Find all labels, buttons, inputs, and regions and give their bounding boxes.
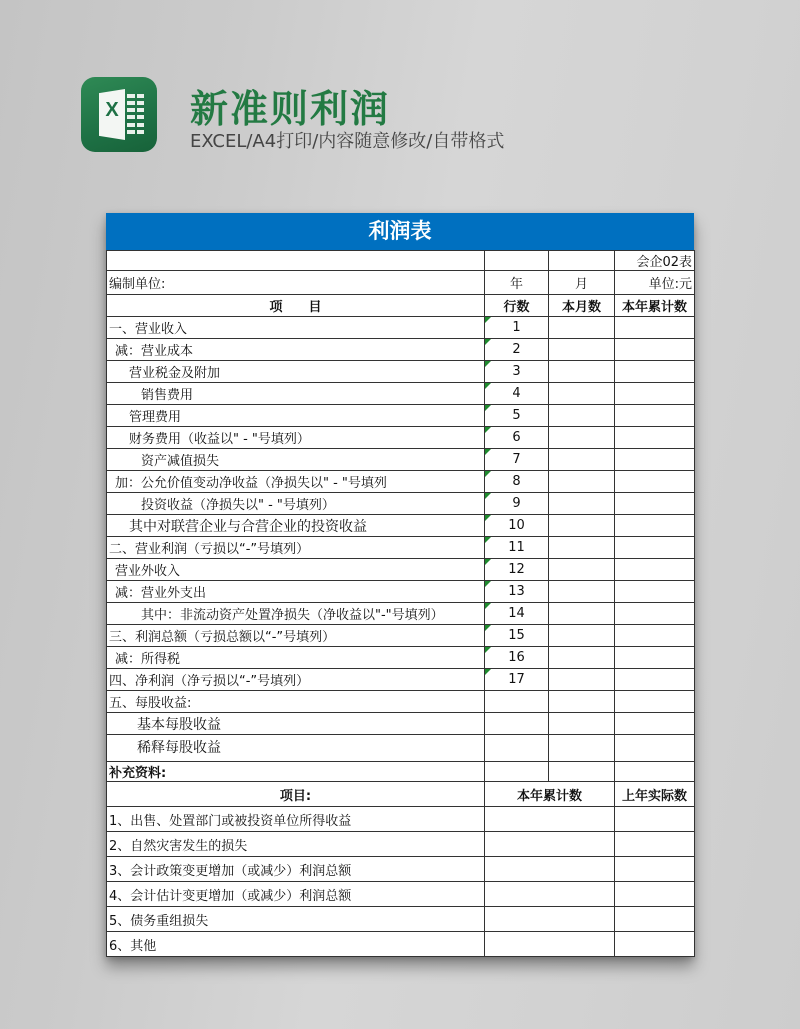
- row-this-month[interactable]: [549, 559, 615, 581]
- row-ytd[interactable]: [615, 449, 695, 471]
- row-this-month[interactable]: [549, 669, 615, 691]
- header-item[interactable]: 项 目: [107, 295, 485, 317]
- eps-basic[interactable]: 基本每股收益: [107, 713, 485, 735]
- row-line-number[interactable]: 9: [485, 493, 549, 515]
- table-row: [107, 317, 695, 339]
- row-line-number[interactable]: 8: [485, 471, 549, 493]
- row-label[interactable]: 其中对联营企业与合营企业的投资收益: [107, 515, 485, 537]
- cell-blank[interactable]: [549, 251, 615, 271]
- supplement-row: [107, 907, 695, 932]
- supplement-row-label[interactable]: 5、债务重组损失: [107, 907, 485, 932]
- cell-blank[interactable]: [615, 713, 695, 735]
- supplement-header-ytd[interactable]: 本年累计数: [485, 782, 615, 807]
- table-row: [107, 383, 695, 405]
- row-label[interactable]: 资产减值损失: [107, 449, 485, 471]
- brand-title: 新准则利润: [190, 87, 391, 131]
- supplement-row: [107, 932, 695, 957]
- row-ytd[interactable]: [615, 581, 695, 603]
- row-this-month[interactable]: [549, 647, 615, 669]
- row-line-number[interactable]: 5: [485, 405, 549, 427]
- row-ytd[interactable]: [615, 493, 695, 515]
- eps-basic-row: [107, 713, 695, 735]
- supplement-row-label[interactable]: 1、出售、处置部门或被投资单位所得收益: [107, 807, 485, 832]
- row-label[interactable]: 四、净利润（净亏损以“-”号填列）: [107, 669, 485, 691]
- sheet-title: 利润表: [106, 213, 694, 250]
- row-label[interactable]: 减：所得税: [107, 647, 485, 669]
- row-label[interactable]: 三、利润总额（亏损总额以“-”号填列）: [107, 625, 485, 647]
- row-ytd[interactable]: [615, 317, 695, 339]
- supplement-row: [107, 857, 695, 882]
- eps-title-row: [107, 691, 695, 713]
- row-ytd[interactable]: [615, 515, 695, 537]
- row-label[interactable]: 投资收益（净损失以" - "号填列）: [107, 493, 485, 515]
- table-row: [107, 625, 695, 647]
- row-line-number[interactable]: 11: [485, 537, 549, 559]
- supplement-row-prior-year[interactable]: [615, 907, 695, 932]
- row-line-number[interactable]: 4: [485, 383, 549, 405]
- row-this-month[interactable]: [549, 471, 615, 493]
- year-label[interactable]: 年: [485, 271, 549, 295]
- row-line-number[interactable]: 1: [485, 317, 549, 339]
- column-header-row: [107, 295, 695, 317]
- table-row: [107, 339, 695, 361]
- cell-blank[interactable]: [485, 691, 549, 713]
- cell-blank[interactable]: [549, 735, 615, 762]
- supplement-row-label[interactable]: 6、其他: [107, 932, 485, 957]
- row-ytd[interactable]: [615, 559, 695, 581]
- table-row: [107, 361, 695, 383]
- income-statement-sheet: [106, 213, 694, 957]
- row-this-month[interactable]: [549, 537, 615, 559]
- cell-blank[interactable]: [485, 762, 549, 782]
- unit-label[interactable]: 单位:元: [615, 271, 695, 295]
- form-code[interactable]: 会企02表: [615, 251, 695, 271]
- row-line-number[interactable]: 6: [485, 427, 549, 449]
- excel-icon-letter: X: [105, 99, 119, 121]
- row-ytd[interactable]: [615, 405, 695, 427]
- table-row: [107, 427, 695, 449]
- row-this-month[interactable]: [549, 339, 615, 361]
- supplement-row-ytd[interactable]: [485, 907, 615, 932]
- eps-title[interactable]: 五、每股收益:: [107, 691, 485, 713]
- supplement-row-prior-year[interactable]: [615, 932, 695, 957]
- row-this-month[interactable]: [549, 383, 615, 405]
- row-ytd[interactable]: [615, 669, 695, 691]
- supplement-row-ytd[interactable]: [485, 882, 615, 907]
- row-line-number[interactable]: 15: [485, 625, 549, 647]
- row-this-month[interactable]: [549, 427, 615, 449]
- income-statement-table: [106, 250, 695, 957]
- row-label[interactable]: 一、营业收入: [107, 317, 485, 339]
- row-label[interactable]: 营业税金及附加: [107, 361, 485, 383]
- table-row: [107, 559, 695, 581]
- brand-subtitle: EXCEL/A4打印/内容随意修改/自带格式: [190, 131, 505, 152]
- table-row: [107, 647, 695, 669]
- supplement-row-ytd[interactable]: [485, 832, 615, 857]
- row-this-month[interactable]: [549, 603, 615, 625]
- supplement-row-ytd[interactable]: [485, 807, 615, 832]
- table-row: [107, 449, 695, 471]
- cell-blank[interactable]: [549, 762, 615, 782]
- row-ytd[interactable]: [615, 471, 695, 493]
- table-row: [107, 581, 695, 603]
- row-label[interactable]: 销售费用: [107, 383, 485, 405]
- cell-blank[interactable]: [549, 691, 615, 713]
- row-this-month[interactable]: [549, 361, 615, 383]
- row-this-month[interactable]: [549, 515, 615, 537]
- row-label[interactable]: 加：公允价值变动净收益（净损失以" - "号填列: [107, 471, 485, 493]
- supplement-row-label[interactable]: 4、会计估计变更增加（或减少）利润总额: [107, 882, 485, 907]
- form-code-row: [107, 251, 695, 271]
- cell-blank[interactable]: [485, 713, 549, 735]
- supplement-header-row: [107, 782, 695, 807]
- cell-blank[interactable]: [615, 762, 695, 782]
- row-label[interactable]: 营业外收入: [107, 559, 485, 581]
- row-this-month[interactable]: [549, 449, 615, 471]
- table-row: [107, 537, 695, 559]
- compiler-row: [107, 271, 695, 295]
- row-line-number[interactable]: 16: [485, 647, 549, 669]
- supplement-title-row: [107, 762, 695, 782]
- row-line-number[interactable]: 12: [485, 559, 549, 581]
- header-line-no[interactable]: 行数: [485, 295, 549, 317]
- row-ytd[interactable]: [615, 647, 695, 669]
- row-this-month[interactable]: [549, 317, 615, 339]
- row-this-month[interactable]: [549, 581, 615, 603]
- row-this-month[interactable]: [549, 405, 615, 427]
- cell-blank[interactable]: [615, 691, 695, 713]
- row-this-month[interactable]: [549, 493, 615, 515]
- row-ytd[interactable]: [615, 339, 695, 361]
- supplement-row: [107, 807, 695, 832]
- row-this-month[interactable]: [549, 625, 615, 647]
- cell-blank[interactable]: [485, 251, 549, 271]
- supplement-row: [107, 882, 695, 907]
- row-label[interactable]: 财务费用（收益以" - "号填列）: [107, 427, 485, 449]
- row-ytd[interactable]: [615, 383, 695, 405]
- row-ytd[interactable]: [615, 537, 695, 559]
- supplement-row-label[interactable]: 3、会计政策变更增加（或减少）利润总额: [107, 857, 485, 882]
- supplement-title[interactable]: 补充资料:: [107, 762, 485, 782]
- supplement-row-prior-year[interactable]: [615, 857, 695, 882]
- row-line-number[interactable]: 17: [485, 669, 549, 691]
- row-ytd[interactable]: [615, 427, 695, 449]
- supplement-row: [107, 832, 695, 857]
- cell-blank[interactable]: [485, 735, 549, 762]
- row-label[interactable]: 其中：非流动资产处置净损失（净收益以"-"号填列）: [107, 603, 485, 625]
- row-label[interactable]: 减：营业外支出: [107, 581, 485, 603]
- compiler-label[interactable]: 编制单位:: [107, 271, 485, 295]
- cell-blank[interactable]: [549, 713, 615, 735]
- row-ytd[interactable]: [615, 361, 695, 383]
- supplement-row-label[interactable]: 2、自然灾害发生的损失: [107, 832, 485, 857]
- row-line-number[interactable]: 13: [485, 581, 549, 603]
- table-row: [107, 603, 695, 625]
- supplement-header-prior-year[interactable]: 上年实际数: [615, 782, 695, 807]
- eps-diluted-row: [107, 735, 695, 762]
- supplement-row-prior-year[interactable]: [615, 807, 695, 832]
- header-this-month[interactable]: 本月数: [549, 295, 615, 317]
- row-label[interactable]: 减：营业成本: [107, 339, 485, 361]
- supplement-row-prior-year[interactable]: [615, 832, 695, 857]
- row-ytd[interactable]: [615, 625, 695, 647]
- row-ytd[interactable]: [615, 603, 695, 625]
- table-row: [107, 471, 695, 493]
- cell-blank[interactable]: [107, 251, 485, 271]
- table-row: [107, 669, 695, 691]
- month-label[interactable]: 月: [549, 271, 615, 295]
- row-line-number[interactable]: 2: [485, 339, 549, 361]
- supplement-header-item[interactable]: 项目:: [107, 782, 485, 807]
- supplement-row-prior-year[interactable]: [615, 882, 695, 907]
- cell-blank[interactable]: [615, 735, 695, 762]
- row-line-number[interactable]: 10: [485, 515, 549, 537]
- header-ytd[interactable]: 本年累计数: [615, 295, 695, 317]
- row-line-number[interactable]: 3: [485, 361, 549, 383]
- row-label[interactable]: 管理费用: [107, 405, 485, 427]
- table-row: [107, 493, 695, 515]
- row-line-number[interactable]: 7: [485, 449, 549, 471]
- eps-diluted[interactable]: 稀释每股收益: [107, 735, 485, 762]
- table-row: [107, 405, 695, 427]
- row-label[interactable]: 二、营业利润（亏损以“-”号填列）: [107, 537, 485, 559]
- supplement-row-ytd[interactable]: [485, 857, 615, 882]
- excel-icon-grid: [127, 94, 144, 134]
- row-line-number[interactable]: 14: [485, 603, 549, 625]
- supplement-row-ytd[interactable]: [485, 932, 615, 957]
- table-row: [107, 515, 695, 537]
- excel-icon: [81, 77, 157, 152]
